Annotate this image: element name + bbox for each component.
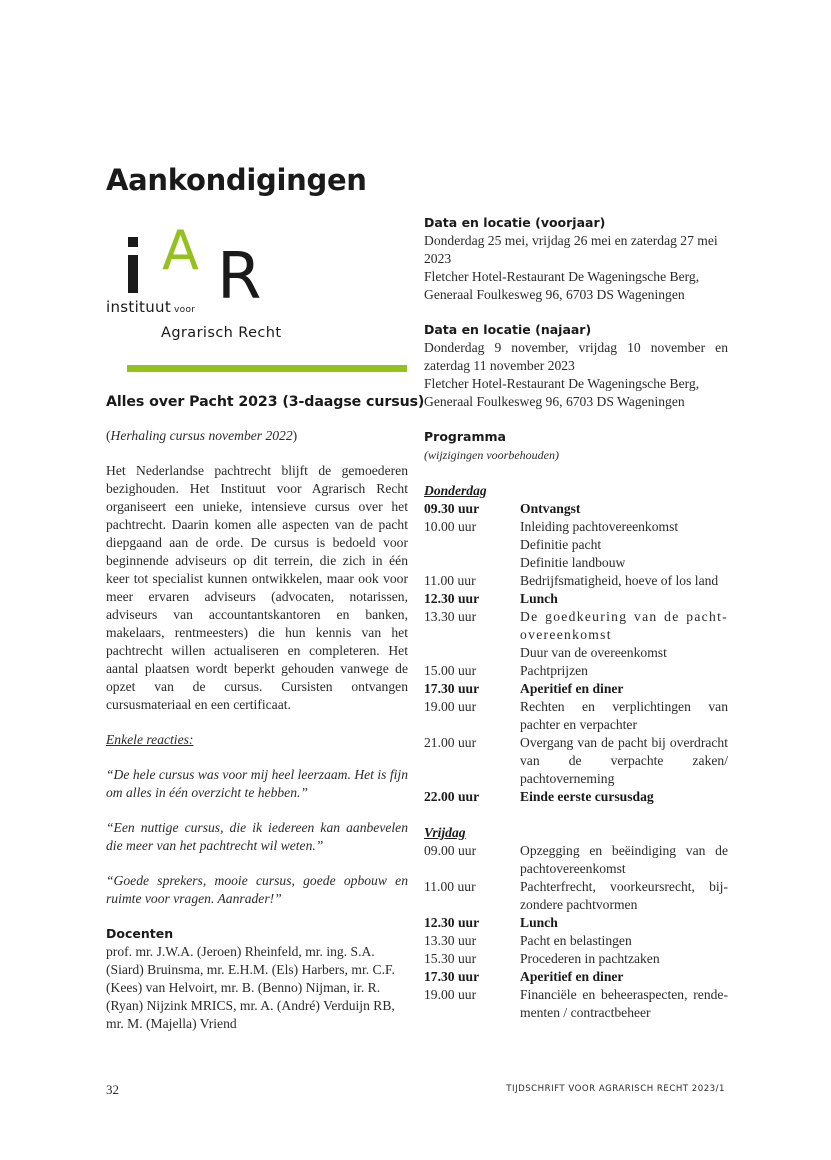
- schedule-description: Inleiding pachtovereenkomst: [520, 519, 679, 534]
- day-heading-donderdag: Donderdag: [424, 483, 487, 498]
- location-autumn-dates: Donderdag 9 november, vrijdag 10 november en zaterdag 11 november 2023: [424, 340, 728, 373]
- location-autumn: [424, 321, 728, 411]
- schedule-row: [424, 986, 728, 1022]
- course-intro: Het Nederlandse pachtrecht blijft de gemoederen bezighouden. Het Instituut voor Agrarisch Recht organiseert een unieke, intensieve cursus over het pachtrecht. Daarin komen alle aspecten van de pacht diepgaand aan de orde. De cursus is bedoeld voor beginnende adviseurs op dit terrein, die zich in één keer tot specialist kunnen ontwikkelen, maar ook voor meer ervaren adviseurs (advocaten, notarissen, adviseurs van accountantskantoren en banken, makelaars, rentmeesters) die hun kennis van het pachtrecht willen actualiseren en completeren. Het aantal plaatsen wordt beperkt gehouden vanwege de opzet van de cursus. Cursisten ontvangen cursusmateriaal en een certificaat.: [106, 463, 408, 712]
- schedule-time: 21.00 uur: [424, 735, 477, 750]
- schedule-time: 10.00 uur: [424, 519, 477, 534]
- schedule-row: [424, 644, 728, 662]
- logo-instituut-word: instituut: [106, 298, 172, 316]
- schedule-time: 11.00 uur: [424, 879, 476, 894]
- schedule-time: 09.00 uur: [424, 843, 477, 858]
- reaction-quote: “Een nuttige cursus, die ik iedereen kan aanbevelen die meer van het pachtrecht wil weten.”: [106, 820, 408, 853]
- schedule-description: Duur van de overeenkomst: [520, 645, 667, 660]
- programme-heading: Programma: [424, 429, 506, 444]
- schedule-description: Lunch: [520, 915, 558, 930]
- journal-name: TIJDSCHRIFT VOOR AGRARISCH RECHT 2023/1: [506, 1084, 725, 1094]
- reactions-heading: Enkele reacties:: [106, 732, 194, 747]
- subtitle-open: (: [106, 428, 111, 443]
- schedule-row: [424, 842, 728, 878]
- schedule-time: [424, 536, 520, 554]
- schedule-time: 13.30 uur: [424, 933, 477, 948]
- schedule-row: [424, 572, 728, 590]
- page-title: Aankondigingen: [106, 163, 367, 197]
- logo-agrarisch-recht: Agrarisch Recht: [161, 325, 282, 341]
- schedule-time: 15.00 uur: [424, 663, 477, 678]
- location-spring-dates: Donderdag 25 mei, vrijdag 26 mei en zaterdag 27 mei 2023: [424, 233, 718, 266]
- schedule-time: 22.00 uur: [424, 789, 480, 804]
- schedule-description: Financiële en beheeraspecten, rende-menten / contractbeheer: [520, 987, 728, 1020]
- location-spring-venue: Fletcher Hotel-Restaurant De Wageningsche Berg, Generaal Foulkesweg 96, 6703 DS Wageningen: [424, 269, 700, 302]
- schedule-description: Pachterfrecht, voorkeursrecht, bij-zondere pachtvormen: [520, 879, 728, 912]
- logo-i-dot: [128, 237, 138, 247]
- schedule-time: 15.30 uur: [424, 951, 477, 966]
- schedule-donderdag: [424, 500, 728, 806]
- schedule-description: Aperitief en diner: [520, 969, 624, 984]
- logo-instituut: [106, 298, 195, 316]
- schedule-row: [424, 950, 728, 968]
- schedule-description: Overgang van de pacht bij overdracht van de verpachte zaken/ pachtoverneming: [520, 735, 728, 786]
- reaction-quote: “Goede sprekers, mooie cursus, goede opbouw en ruimte voor vragen. Aanrader!”: [106, 873, 408, 906]
- schedule-time: 19.00 uur: [424, 987, 477, 1002]
- subtitle-text: Herhaling cursus november 2022: [110, 428, 293, 443]
- schedule-description: Bedrijfsmatigheid, hoeve of los land: [520, 573, 719, 588]
- schedule-row: [424, 680, 728, 698]
- schedule-time: [424, 554, 520, 572]
- schedule-time: 19.00 uur: [424, 699, 477, 714]
- schedule-description: Aperitief en diner: [520, 681, 624, 696]
- schedule-description: Definitie pacht: [520, 537, 602, 552]
- schedule-row: [424, 608, 728, 644]
- schedule-time: 09.30 uur: [424, 501, 480, 516]
- programme: [424, 428, 728, 1022]
- schedule-description: Rechten en verplichtingen van pachter en verpachter: [520, 699, 728, 732]
- schedule-time: 11.00 uur: [424, 573, 476, 588]
- location-autumn-heading: Data en locatie (najaar): [424, 322, 592, 337]
- course-title: Alles over Pacht 2023 (3-daagse cursus): [106, 394, 425, 410]
- schedule-description: Definitie landbouw: [520, 555, 626, 570]
- schedule-row: [424, 734, 728, 788]
- schedule-row: [424, 788, 728, 806]
- course-subtitle: [106, 427, 408, 445]
- schedule-row: [424, 932, 728, 950]
- schedule-description: Ontvangst: [520, 501, 581, 516]
- logo-letter-r: R: [217, 240, 262, 314]
- green-divider: [127, 365, 407, 372]
- schedule-description: Einde eerste cursusdag: [520, 789, 654, 804]
- schedule-description: Lunch: [520, 591, 558, 606]
- schedule-description: Pachtprijzen: [520, 663, 588, 678]
- iar-logo: [106, 219, 408, 376]
- subtitle-close: ): [292, 428, 298, 443]
- schedule-vrijdag: [424, 842, 728, 1022]
- schedule-row: [424, 518, 728, 536]
- schedule-description: De goedkeuring van de pacht-overeenkomst: [520, 609, 728, 642]
- docenten-heading: Docenten: [106, 926, 174, 941]
- programme-note: (wijzigingen voorbehouden): [424, 448, 559, 462]
- location-autumn-venue: Fletcher Hotel-Restaurant De Wageningsche Berg, Generaal Foulkesweg 96, 6703 DS Wageningen: [424, 376, 700, 409]
- schedule-row: [424, 878, 728, 914]
- schedule-row: [424, 536, 728, 554]
- schedule-time: 13.30 uur: [424, 609, 477, 624]
- logo-letter-a: A: [162, 219, 199, 282]
- schedule-description: Pacht en belastingen: [520, 933, 632, 948]
- reaction-quote: “De hele cursus was voor mij heel leerzaam. Het is fijn om alles in één overzicht te hebben.”: [106, 767, 408, 800]
- location-spring: [424, 214, 728, 304]
- logo-voor-word: voor: [174, 305, 196, 315]
- right-column: [424, 214, 728, 1022]
- schedule-row: [424, 500, 728, 518]
- schedule-row: [424, 698, 728, 734]
- left-column: [106, 394, 425, 1033]
- schedule-time: 17.30 uur: [424, 681, 480, 696]
- schedule-row: [424, 968, 728, 986]
- schedule-row: [424, 554, 728, 572]
- schedule-row: [424, 914, 728, 932]
- schedule-description: Opzegging en beëindiging van de pachtovereenkomst: [520, 843, 728, 876]
- schedule-time: [424, 644, 520, 662]
- logo-i-stem: [128, 255, 138, 293]
- docenten-list: prof. mr. J.W.A. (Jeroen) Rheinfeld, mr. ing. S.A. (Siard) Bruinsma, mr. E.H.M. (Els) Harbers, mr. C.F. (Kees) van Helvoirt, mr. B. (Benno) Nijman, ir. R. (Ryan) Nijzink MRICS, mr. A. (André) Verduijn RB, mr. M. (Majella) Vriend: [106, 944, 395, 1031]
- day-heading-vrijdag: Vrijdag: [424, 825, 466, 840]
- schedule-time: 17.30 uur: [424, 969, 480, 984]
- page-number: 32: [106, 1082, 119, 1097]
- schedule-time: 12.30 uur: [424, 915, 480, 930]
- schedule-description: Procederen in pachtzaken: [520, 951, 660, 966]
- schedule-row: [424, 662, 728, 680]
- location-spring-heading: Data en locatie (voorjaar): [424, 215, 606, 230]
- schedule-time: 12.30 uur: [424, 591, 480, 606]
- schedule-row: [424, 590, 728, 608]
